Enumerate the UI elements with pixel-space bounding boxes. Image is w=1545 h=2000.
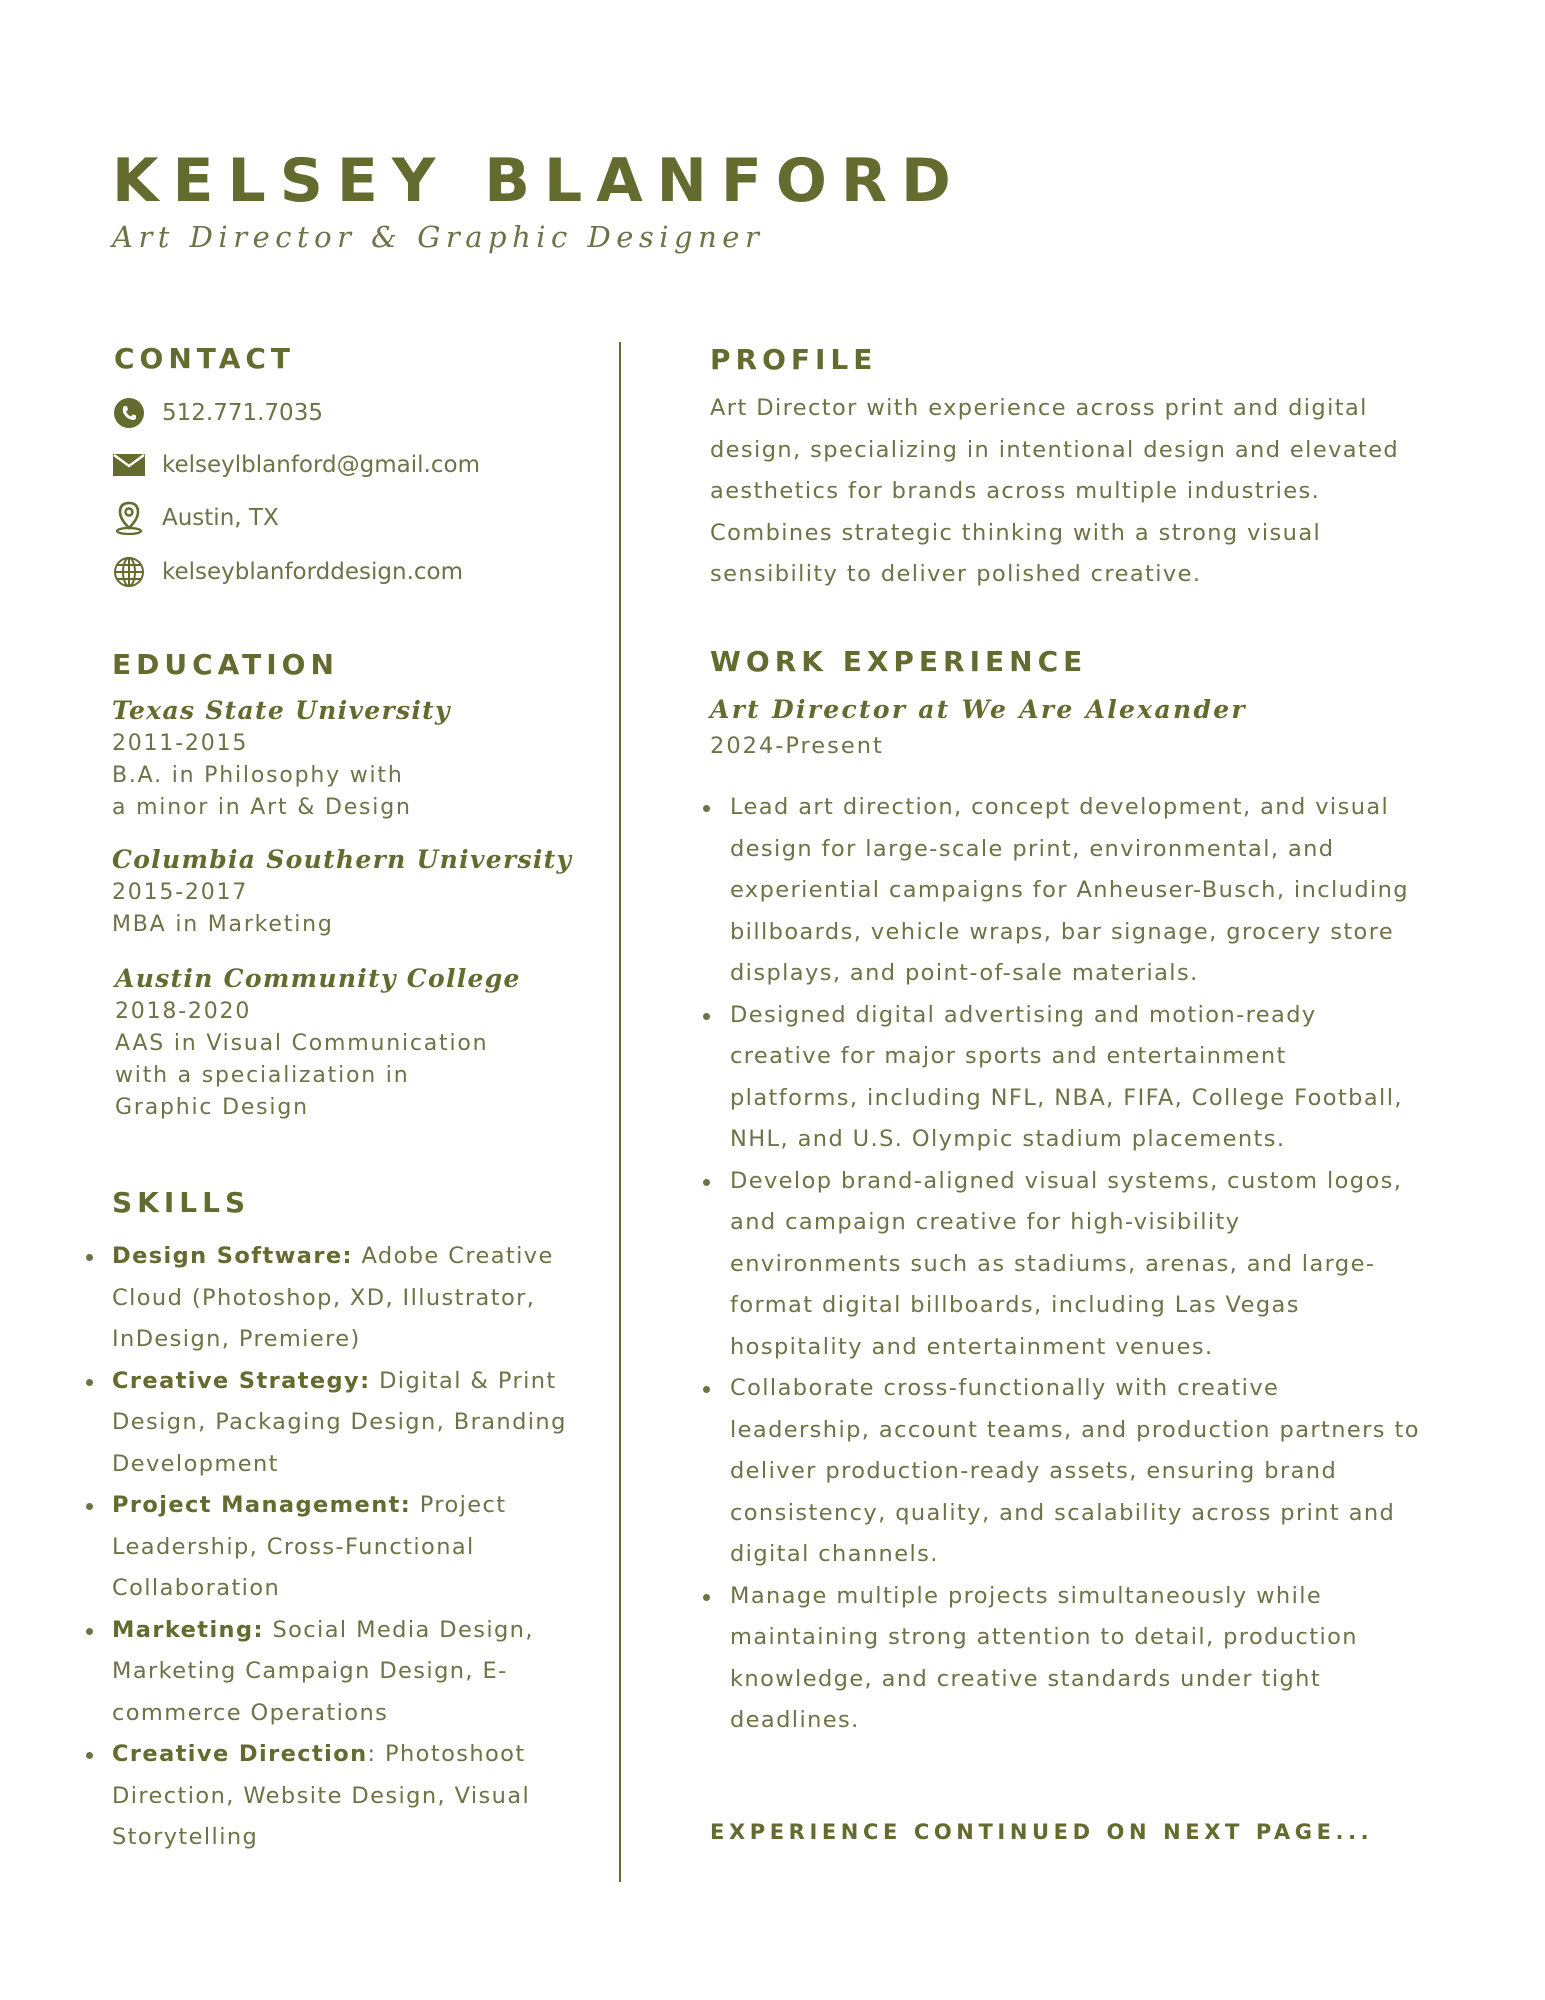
globe-icon xyxy=(112,555,146,589)
list-item: Develop brand-aligned visual systems, custom logos, and campaign creative for high-visibility environments such as stadiums, arenas, and large-format digital billboards, including Las Vegas hospitality and entertainment venues. xyxy=(730,1161,1420,1369)
contact-phone xyxy=(112,395,323,431)
list-item xyxy=(112,1610,572,1735)
list-item xyxy=(112,1361,572,1486)
list-item xyxy=(112,1485,572,1610)
degree-line: B.A. in Philosophy with xyxy=(112,763,404,788)
skill-text: Project Leadership, Cross-Functional Collaboration xyxy=(112,1492,507,1601)
list-item xyxy=(112,1734,572,1859)
location-pin-icon xyxy=(112,501,146,535)
skill-label: Project Management: xyxy=(112,1492,412,1518)
skill-label: Marketing: xyxy=(112,1616,264,1643)
list-item: Manage multiple projects simultaneously while maintaining strong attention to detail, production knowledge, and creative standards under tight deadlines. xyxy=(730,1576,1420,1742)
list-item: Collaborate cross-functionally with creative leadership, account teams, and production partners to deliver production-ready assets, ensuring brand consistency, quality, and scalability across print and digital channels. xyxy=(730,1368,1420,1576)
list-item: Lead art direction, concept development, and visual design for large-scale print, environmental, and experiential campaigns for Anheuser-Busch, including billboards, vehicle wraps, bar signage, grocery store displays, and point-of-sale materials. xyxy=(730,787,1420,995)
degree-line: AAS in Visual Communication xyxy=(115,1031,489,1056)
candidate-name: KELSEY BLANFORD xyxy=(112,146,965,216)
website-url: kelseyblanforddesign.com xyxy=(162,559,463,585)
job-title: Art Director at We Are Alexander xyxy=(710,695,1247,724)
school-dates: 2015-2017 xyxy=(112,880,249,905)
education-entry xyxy=(112,843,592,941)
contact-email xyxy=(112,447,480,483)
job-responsibilities xyxy=(730,787,1420,1742)
contact-heading: CONTACT xyxy=(114,342,296,375)
job-dates: 2024-Present xyxy=(710,733,884,759)
location-text: Austin, TX xyxy=(162,505,279,531)
list-item: Designed digital advertising and motion-ready creative for major sports and entertainment platforms, including NFL, NBA, FIFA, College Football, NHL, and U.S. Olympic stadium placements. xyxy=(730,995,1420,1161)
profile-summary: Art Director with experience across print and digital design, specializing in intentional design and elevated aesthetics for brands across multiple industries. Combines strategic thinking with a strong visual sensibility to deliver polished creative. xyxy=(710,395,1400,587)
profile-heading: PROFILE xyxy=(710,343,878,376)
skill-label: Creative Direction xyxy=(112,1741,368,1767)
list-item xyxy=(112,1236,572,1361)
school-dates: 2018-2020 xyxy=(115,999,252,1024)
degree-line: Graphic Design xyxy=(115,1095,309,1120)
phone-number: 512.771.7035 xyxy=(162,400,323,426)
degree-line: a minor in Art & Design xyxy=(112,795,412,820)
skill-text: Adobe Creative Cloud (Photoshop, XD, Illustrator, InDesign, Premiere) xyxy=(112,1243,554,1352)
education-heading: EDUCATION xyxy=(112,648,339,681)
school-name: Texas State University xyxy=(112,696,451,725)
work-experience-heading: WORK EXPERIENCE xyxy=(710,645,1088,678)
phone-icon xyxy=(112,396,146,430)
skill-label: Creative Strategy: xyxy=(112,1367,371,1394)
skill-label: Design Software: xyxy=(112,1243,353,1269)
degree-line: MBA in Marketing xyxy=(112,912,334,937)
email-icon xyxy=(112,448,146,482)
contact-location xyxy=(112,500,279,536)
skill-text: : Photoshoot Direction, Website Design, Visual Storytelling xyxy=(112,1741,531,1850)
candidate-title: Art Director & Graphic Designer xyxy=(112,220,765,254)
education-entry xyxy=(115,962,595,1124)
school-dates: 2011-2015 xyxy=(112,731,249,756)
education-entry xyxy=(112,694,592,824)
contact-website xyxy=(112,554,463,590)
skill-text: Digital & Print Design, Packaging Design, Branding Development xyxy=(112,1367,567,1477)
skill-text: Social Media Design, Marketing Campaign Design, E-commerce Operations xyxy=(112,1616,534,1726)
skills-list xyxy=(112,1236,572,1859)
continued-note: EXPERIENCE CONTINUED ON NEXT PAGE... xyxy=(710,1820,1374,1844)
skills-heading: SKILLS xyxy=(112,1186,251,1219)
school-name: Austin Community College xyxy=(115,964,521,993)
column-divider xyxy=(619,342,621,1882)
email-address: kelseylblanford@gmail.com xyxy=(162,452,480,478)
degree-line: with a specialization in xyxy=(115,1063,410,1088)
school-name: Columbia Southern University xyxy=(112,845,573,874)
